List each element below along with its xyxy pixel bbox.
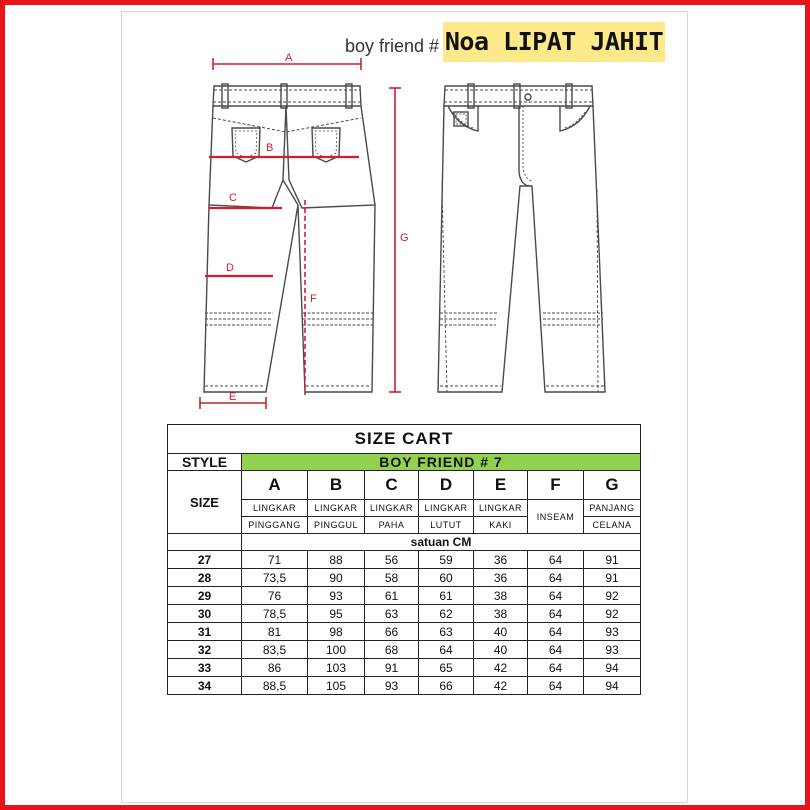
table-cell: 64	[528, 551, 584, 569]
unit-spacer	[168, 534, 242, 551]
table-cell: 66	[419, 677, 474, 695]
row-size: 31	[168, 623, 242, 641]
unit-label: satuan CM	[242, 534, 641, 551]
column-letter-f: F	[528, 471, 584, 500]
table-row	[168, 569, 641, 587]
column-desc-f: INSEAM	[528, 500, 584, 534]
table-cell: 64	[528, 641, 584, 659]
table-cell: 68	[365, 641, 419, 659]
table-cell: 73,5	[242, 569, 308, 587]
table-row	[168, 659, 641, 677]
row-size: 27	[168, 551, 242, 569]
sketch-title: boy friend #	[345, 36, 440, 56]
table-cell: 93	[308, 587, 365, 605]
size-chart-table	[167, 424, 641, 695]
table-cell: 36	[474, 569, 528, 587]
column-desc-g-2: CELANA	[584, 517, 641, 534]
table-cell: 93	[584, 641, 641, 659]
table-cell: 93	[584, 623, 641, 641]
column-desc-d-1: LINGKAR	[419, 500, 474, 517]
table-cell: 64	[528, 677, 584, 695]
table-row	[168, 623, 641, 641]
table-cell: 64	[528, 659, 584, 677]
column-desc-b-1: LINGKAR	[308, 500, 365, 517]
column-desc-e-1: LINGKAR	[474, 500, 528, 517]
table-row	[168, 551, 641, 569]
table-cell: 91	[584, 569, 641, 587]
table-cell: 81	[242, 623, 308, 641]
table-cell: 38	[474, 605, 528, 623]
table-cell: 60	[419, 569, 474, 587]
column-desc-a-1: LINGKAR	[242, 500, 308, 517]
row-size: 28	[168, 569, 242, 587]
measure-label-c: C	[229, 192, 237, 204]
table-cell: 59	[419, 551, 474, 569]
column-desc-a-2: PINGGANG	[242, 517, 308, 534]
column-desc-c-2: PAHA	[365, 517, 419, 534]
column-letter-g: G	[584, 471, 641, 500]
table-cell: 65	[419, 659, 474, 677]
table-cell: 91	[584, 551, 641, 569]
column-letter-b: B	[308, 471, 365, 500]
size-label: SIZE	[168, 471, 242, 534]
row-size: 32	[168, 641, 242, 659]
table-cell: 88	[308, 551, 365, 569]
table-cell: 92	[584, 605, 641, 623]
table-row	[168, 677, 641, 695]
table-cell: 94	[584, 677, 641, 695]
table-cell: 64	[528, 605, 584, 623]
table-cell: 94	[584, 659, 641, 677]
column-desc-g-1: PANJANG	[584, 500, 641, 517]
column-desc-c-1: LINGKAR	[365, 500, 419, 517]
column-letter-a: A	[242, 471, 308, 500]
table-row	[168, 641, 641, 659]
table-cell: 61	[419, 587, 474, 605]
jeans-front-view	[438, 84, 605, 392]
table-cell: 61	[365, 587, 419, 605]
table-cell: 40	[474, 641, 528, 659]
table-row	[168, 587, 641, 605]
column-desc-d-2: LUTUT	[419, 517, 474, 534]
table-cell: 105	[308, 677, 365, 695]
table-cell: 90	[308, 569, 365, 587]
measurement-lines	[200, 58, 401, 409]
style-label: STYLE	[168, 454, 242, 471]
table-cell: 56	[365, 551, 419, 569]
column-letter-c: C	[365, 471, 419, 500]
table-cell: 66	[365, 623, 419, 641]
column-letter-d: D	[419, 471, 474, 500]
table-cell: 100	[308, 641, 365, 659]
table-cell: 42	[474, 677, 528, 695]
table-cell: 78,5	[242, 605, 308, 623]
table-cell: 62	[419, 605, 474, 623]
table-cell: 92	[584, 587, 641, 605]
row-size: 33	[168, 659, 242, 677]
column-desc-b-2: PINGGUL	[308, 517, 365, 534]
table-cell: 83,5	[242, 641, 308, 659]
table-cell: 40	[474, 623, 528, 641]
row-size: 34	[168, 677, 242, 695]
measure-label-a: A	[285, 52, 293, 64]
style-name: BOY FRIEND # 7	[242, 454, 641, 471]
table-cell: 95	[308, 605, 365, 623]
table-row	[168, 605, 641, 623]
table-cell: 91	[365, 659, 419, 677]
column-letter-e: E	[474, 471, 528, 500]
table-cell: 71	[242, 551, 308, 569]
measure-label-e: E	[229, 391, 237, 403]
measure-label-f: F	[310, 293, 317, 305]
table-cell: 38	[474, 587, 528, 605]
table-cell: 58	[365, 569, 419, 587]
jeans-back-view	[204, 84, 375, 392]
measure-label-d: D	[226, 262, 234, 274]
table-cell: 64	[528, 569, 584, 587]
table-cell: 42	[474, 659, 528, 677]
table-cell: 76	[242, 587, 308, 605]
size-chart-title: SIZE CART	[168, 425, 641, 454]
table-cell: 64	[419, 641, 474, 659]
table-cell: 36	[474, 551, 528, 569]
table-cell: 88,5	[242, 677, 308, 695]
measure-label-b: B	[266, 142, 274, 154]
row-size: 30	[168, 605, 242, 623]
row-size: 29	[168, 587, 242, 605]
table-cell: 64	[528, 623, 584, 641]
table-cell: 86	[242, 659, 308, 677]
column-desc-e-2: KAKI	[474, 517, 528, 534]
table-cell: 98	[308, 623, 365, 641]
table-cell: 93	[365, 677, 419, 695]
size-rows	[168, 551, 641, 695]
table-cell: 64	[528, 587, 584, 605]
table-cell: 63	[419, 623, 474, 641]
product-label-banner: Noa LIPAT JAHIT	[443, 22, 665, 62]
measure-label-g: G	[400, 232, 409, 244]
table-cell: 63	[365, 605, 419, 623]
table-cell: 103	[308, 659, 365, 677]
